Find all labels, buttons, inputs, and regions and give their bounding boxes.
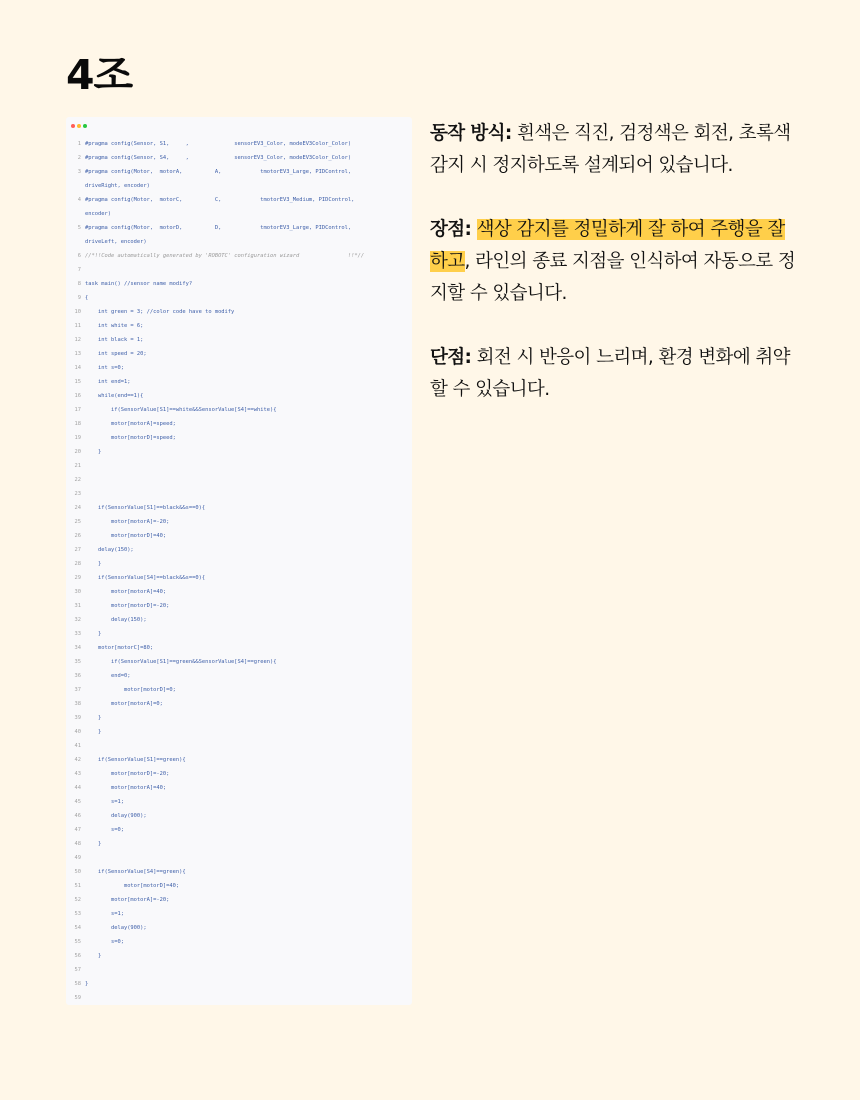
- line-number: 13: [74, 351, 81, 357]
- code-line: [69, 291, 409, 305]
- line-code: motor[motorA]=-20;: [85, 897, 170, 903]
- line-number: 53: [74, 911, 81, 917]
- code-line: [69, 179, 409, 193]
- line-number: 10: [74, 309, 81, 315]
- line-code: int black = 1;: [85, 337, 144, 343]
- code-line: [69, 389, 409, 403]
- code-window: [66, 117, 412, 1005]
- line-code: int white = 6;: [85, 323, 144, 329]
- code-line: [69, 431, 409, 445]
- code-line: [69, 445, 409, 459]
- line-number: 55: [74, 939, 81, 945]
- code-line: [69, 641, 409, 655]
- line-number: 36: [74, 673, 81, 679]
- line-code: #pragma config(Motor, motorA, A, tmotorEV3_Large, PIDControl,: [85, 169, 352, 175]
- line-number: 48: [74, 841, 81, 847]
- code-line: [69, 487, 409, 501]
- pros-text: , 라인의 종료 지점을 인식하여 자동으로 정지할 수 있습니다.: [430, 251, 796, 304]
- line-number: 50: [74, 869, 81, 875]
- line-code: motor[motorD]=-20;: [85, 603, 170, 609]
- line-number: [69, 179, 81, 193]
- code-line: [69, 725, 409, 739]
- method-label: 동작 방식:: [430, 123, 512, 144]
- code-line: [69, 375, 409, 389]
- code-line: [69, 865, 409, 879]
- code-line: [69, 683, 409, 697]
- code-line: [69, 137, 409, 151]
- line-number: 42: [74, 757, 81, 763]
- code-line: [69, 907, 409, 921]
- code-line: [69, 711, 409, 725]
- line-code: delay(900);: [85, 813, 147, 819]
- code-line: [69, 557, 409, 571]
- code-line: [69, 207, 409, 221]
- code-line: [69, 501, 409, 515]
- line-number: 59: [74, 995, 81, 1001]
- code-line: [69, 739, 409, 753]
- description-column: [430, 118, 800, 438]
- line-code: task main() //sensor name modify?: [85, 281, 193, 287]
- pros-highlight: 색상 감지를 정밀하게 잘 하여 주행을 잘 하고: [430, 219, 785, 272]
- line-number: 16: [74, 393, 81, 399]
- line-code: if(SensorValue[S4]==green){: [85, 869, 186, 875]
- maximize-dot-icon: [83, 124, 87, 128]
- line-code: while(end==1){: [85, 393, 144, 399]
- code-line: [69, 921, 409, 935]
- code-line: [69, 543, 409, 557]
- line-code: motor[motorD]=0;: [85, 687, 176, 693]
- line-code: s=1;: [85, 911, 124, 917]
- line-number: 7: [77, 267, 81, 273]
- pros-label: 장점:: [430, 219, 472, 240]
- line-number: 2: [77, 155, 81, 161]
- code-line: [69, 753, 409, 767]
- line-number: 49: [74, 855, 81, 861]
- code-line: [69, 585, 409, 599]
- line-number: 19: [74, 435, 81, 441]
- cons-text: 회전 시 반응이 느리며, 환경 변화에 취약할 수 있습니다.: [430, 347, 790, 400]
- line-number: 25: [74, 519, 81, 525]
- line-code: int s=0;: [85, 365, 124, 371]
- code-line: [69, 823, 409, 837]
- line-code: s=1;: [85, 799, 124, 805]
- line-code: }: [85, 841, 102, 847]
- code-line: [69, 459, 409, 473]
- line-number: 43: [74, 771, 81, 777]
- method-paragraph: [430, 118, 800, 182]
- line-code: }: [85, 449, 102, 455]
- code-line: [69, 151, 409, 165]
- code-line: [69, 613, 409, 627]
- line-code: motor[motorC]=80;: [85, 645, 154, 651]
- code-line: [69, 515, 409, 529]
- line-code: driveRight, encoder): [85, 183, 150, 189]
- cons-label: 단점:: [430, 347, 472, 368]
- line-number: 15: [74, 379, 81, 385]
- line-number: 46: [74, 813, 81, 819]
- line-number: 35: [74, 659, 81, 665]
- close-dot-icon: [71, 124, 75, 128]
- line-code: if(SensorValue[S1]==black&&s==0){: [85, 505, 206, 511]
- line-number: 27: [74, 547, 81, 553]
- line-code: s=0;: [85, 939, 124, 945]
- line-number: 58: [74, 981, 81, 987]
- code-line: [69, 963, 409, 977]
- code-line: [69, 221, 409, 235]
- line-code: delay(150);: [85, 547, 134, 553]
- page-title: 4조: [66, 51, 133, 99]
- line-number: 38: [74, 701, 81, 707]
- code-line: [69, 529, 409, 543]
- line-number: 5: [77, 225, 81, 231]
- code-line: [69, 305, 409, 319]
- code-line: [69, 473, 409, 487]
- code-line: [69, 249, 409, 263]
- line-number: 40: [74, 729, 81, 735]
- code-line: [69, 655, 409, 669]
- line-number: 24: [74, 505, 81, 511]
- code-line: [69, 893, 409, 907]
- pros-paragraph: [430, 214, 800, 310]
- line-number: 18: [74, 421, 81, 427]
- line-code: driveLeft, encoder): [85, 239, 147, 245]
- code-line: [69, 851, 409, 865]
- line-code: #pragma config(Sensor, S4, , sensorEV3_Color, modeEV3Color_Color): [85, 155, 352, 161]
- line-number: 23: [74, 491, 81, 497]
- cons-paragraph: [430, 342, 800, 406]
- line-code: }: [85, 631, 102, 637]
- code-line: [69, 319, 409, 333]
- line-number: 20: [74, 449, 81, 455]
- line-number: 30: [74, 589, 81, 595]
- line-number: 26: [74, 533, 81, 539]
- line-number: 29: [74, 575, 81, 581]
- line-code: motor[motorA]=-20;: [85, 519, 170, 525]
- code-line: [69, 599, 409, 613]
- code-line: [69, 403, 409, 417]
- code-line: [69, 977, 409, 991]
- code-line: [69, 781, 409, 795]
- line-code: }: [85, 715, 102, 721]
- line-number: 51: [74, 883, 81, 889]
- code-line: [69, 935, 409, 949]
- code-line: [69, 627, 409, 641]
- line-code: if(SensorValue[S1]==green){: [85, 757, 186, 763]
- code-line: [69, 697, 409, 711]
- code-line: [69, 879, 409, 893]
- code-line: [69, 571, 409, 585]
- minimize-dot-icon: [77, 124, 81, 128]
- code-line: [69, 837, 409, 851]
- code-line: [69, 767, 409, 781]
- line-code: motor[motorA]=speed;: [85, 421, 176, 427]
- line-number: 4: [77, 197, 81, 203]
- line-number: 11: [74, 323, 81, 329]
- line-number: 52: [74, 897, 81, 903]
- line-number: 39: [74, 715, 81, 721]
- line-number: [69, 207, 81, 221]
- code-line: [69, 165, 409, 179]
- code-line: [69, 991, 409, 1005]
- line-number: 8: [77, 281, 81, 287]
- line-code: if(SensorValue[S1]==green&&SensorValue[S4]==green){: [85, 659, 277, 665]
- code-line: [69, 277, 409, 291]
- line-code: }: [85, 953, 102, 959]
- line-number: 45: [74, 799, 81, 805]
- line-code: {: [85, 295, 89, 301]
- line-number: 1: [77, 141, 81, 147]
- line-number: 31: [74, 603, 81, 609]
- line-number: 54: [74, 925, 81, 931]
- line-number: 56: [74, 953, 81, 959]
- line-code: motor[motorD]=40;: [85, 883, 180, 889]
- line-code: }: [85, 729, 102, 735]
- line-number: 14: [74, 365, 81, 371]
- code-line: [69, 795, 409, 809]
- line-code: end=0;: [85, 673, 131, 679]
- line-number: 3: [77, 169, 81, 175]
- line-code: if(SensorValue[S1]==white&&SensorValue[S4]==white){: [85, 407, 277, 413]
- line-code: int green = 3; //color code have to modify: [85, 309, 235, 315]
- line-code: int speed = 20;: [85, 351, 147, 357]
- line-number: 34: [74, 645, 81, 651]
- line-code: }: [85, 981, 89, 987]
- line-code: motor[motorD]=40;: [85, 533, 167, 539]
- line-code: //*!!Code automatically generated by 'ROBOTC' configuration wizard !!*//: [85, 253, 365, 259]
- line-code: motor[motorA]=40;: [85, 785, 167, 791]
- code-line: [69, 809, 409, 823]
- line-code: if(SensorValue[S4]==black&&s==0){: [85, 575, 206, 581]
- window-controls: [71, 124, 87, 128]
- line-code: motor[motorA]=0;: [85, 701, 163, 707]
- line-number: 12: [74, 337, 81, 343]
- line-code: motor[motorA]=40;: [85, 589, 167, 595]
- code-line: [69, 949, 409, 963]
- code-listing: [69, 137, 409, 1005]
- line-code: motor[motorD]=-20;: [85, 771, 170, 777]
- line-number: 6: [77, 253, 81, 259]
- line-code: #pragma config(Motor, motorD, D, tmotorEV3_Large, PIDControl,: [85, 225, 352, 231]
- code-line: [69, 417, 409, 431]
- line-code: #pragma config(Motor, motorC, C, tmotorEV3_Medium, PIDControl,: [85, 197, 355, 203]
- line-number: 17: [74, 407, 81, 413]
- line-code: int end=1;: [85, 379, 131, 385]
- line-code: motor[motorD]=speed;: [85, 435, 176, 441]
- line-number: 21: [74, 463, 81, 469]
- line-code: encoder): [85, 211, 111, 217]
- line-number: 47: [74, 827, 81, 833]
- line-code: delay(900);: [85, 925, 147, 931]
- line-code: delay(150);: [85, 617, 147, 623]
- line-number: 33: [74, 631, 81, 637]
- line-number: [69, 235, 81, 249]
- code-line: [69, 235, 409, 249]
- line-number: 22: [74, 477, 81, 483]
- code-line: [69, 333, 409, 347]
- line-number: 9: [77, 295, 81, 301]
- line-number: 32: [74, 617, 81, 623]
- line-code: s=0;: [85, 827, 124, 833]
- line-code: #pragma config(Sensor, S1, , sensorEV3_Color, modeEV3Color_Color): [85, 141, 352, 147]
- line-number: 44: [74, 785, 81, 791]
- method-text: 흰색은 직진, 검정색은 회전, 초록색 감지 시 정지하도록 설계되어 있습니다.: [430, 123, 791, 176]
- line-number: 37: [74, 687, 81, 693]
- line-code: }: [85, 561, 102, 567]
- line-number: 41: [74, 743, 81, 749]
- code-line: [69, 361, 409, 375]
- code-line: [69, 193, 409, 207]
- line-number: 57: [74, 967, 81, 973]
- code-line: [69, 263, 409, 277]
- code-line: [69, 669, 409, 683]
- line-number: 28: [74, 561, 81, 567]
- code-line: [69, 347, 409, 361]
